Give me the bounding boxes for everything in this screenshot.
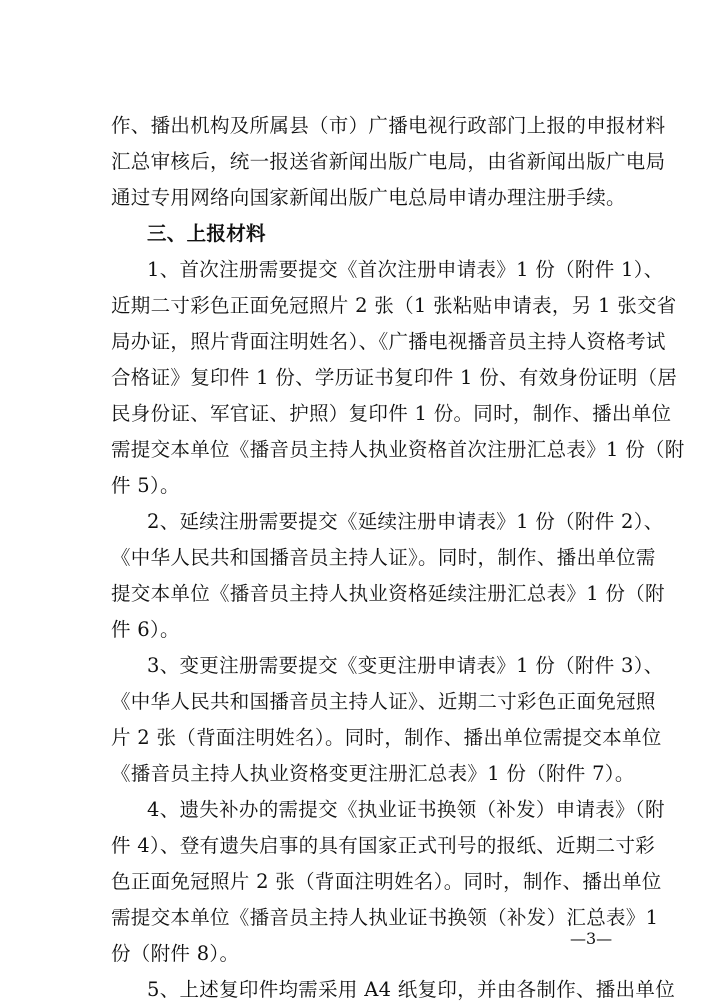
paragraph-start: 5、上述复印件均需采用 A4 纸复印，并由各制作、播出单位: [147, 978, 675, 1001]
text-line: 《中华人民共和国播音员主持人证》。同时，制作、播出单位需: [111, 546, 656, 569]
page-number: —3—: [570, 929, 613, 948]
text-line: 件 6）。: [111, 618, 180, 641]
text-line: 《中华人民共和国播音员主持人证》、近期二寸彩色正面免冠照: [111, 690, 656, 713]
text-line: 《播音员主持人执业资格变更注册汇总表》1 份（附件 7）。: [111, 762, 635, 785]
paragraph-start: 2、延续注册需要提交《延续注册申请表》1 份（附件 2）、: [147, 510, 664, 533]
text-line: 件 4）、登有遗失启事的具有国家正式刊号的报纸、近期二寸彩: [111, 834, 656, 857]
paragraph-start: 3、变更注册需要提交《变更注册申请表》1 份（附件 3）、: [147, 654, 664, 677]
text-line: 需提交本单位《播音员主持人执业资格首次注册汇总表》1 份（附: [111, 438, 685, 461]
section-heading: 三、上报材料: [147, 222, 266, 245]
text-line: 合格证》复印件 1 份、学历证书复印件 1 份、有效身份证明（居: [111, 366, 678, 389]
text-line: 需提交本单位《播音员主持人执业证书换领（补发）汇总表》1: [111, 906, 659, 929]
text-line: 民身份证、军官证、护照）复印件 1 份。同时，制作、播出单位: [111, 402, 672, 425]
text-line: 片 2 张（背面注明姓名）。同时，制作、播出单位需提交本单位: [111, 726, 662, 749]
text-line: 作、播出机构及所属县（市）广播电视行政部门上报的申报材料: [111, 114, 666, 137]
text-line: 件 5）。: [111, 474, 180, 497]
text-line: 局办证，照片背面注明姓名）、《广播电视播音员主持人资格考试: [111, 330, 666, 353]
text-line: 通过专用网络向国家新闻出版广电总局申请办理注册手续。: [111, 186, 626, 209]
paragraph-start: 4、遗失补办的需提交《执业证书换领（补发）申请表》（附: [147, 798, 665, 821]
text-line: 近期二寸彩色正面免冠照片 2 张（1 张粘贴申请表，另 1 张交省: [111, 294, 677, 317]
text-line: 提交本单位《播音员主持人执业资格延续注册汇总表》1 份（附: [111, 582, 665, 605]
paragraph-start: 1、首次注册需要提交《首次注册申请表》1 份（附件 1）、: [147, 258, 664, 281]
text-line: 色正面免冠照片 2 张（背面注明姓名）。同时，制作、播出单位: [111, 870, 662, 893]
text-line: 汇总审核后，统一报送省新闻出版广电局，由省新闻出版广电局: [111, 150, 666, 173]
text-line: 份（附件 8）。: [111, 942, 240, 965]
